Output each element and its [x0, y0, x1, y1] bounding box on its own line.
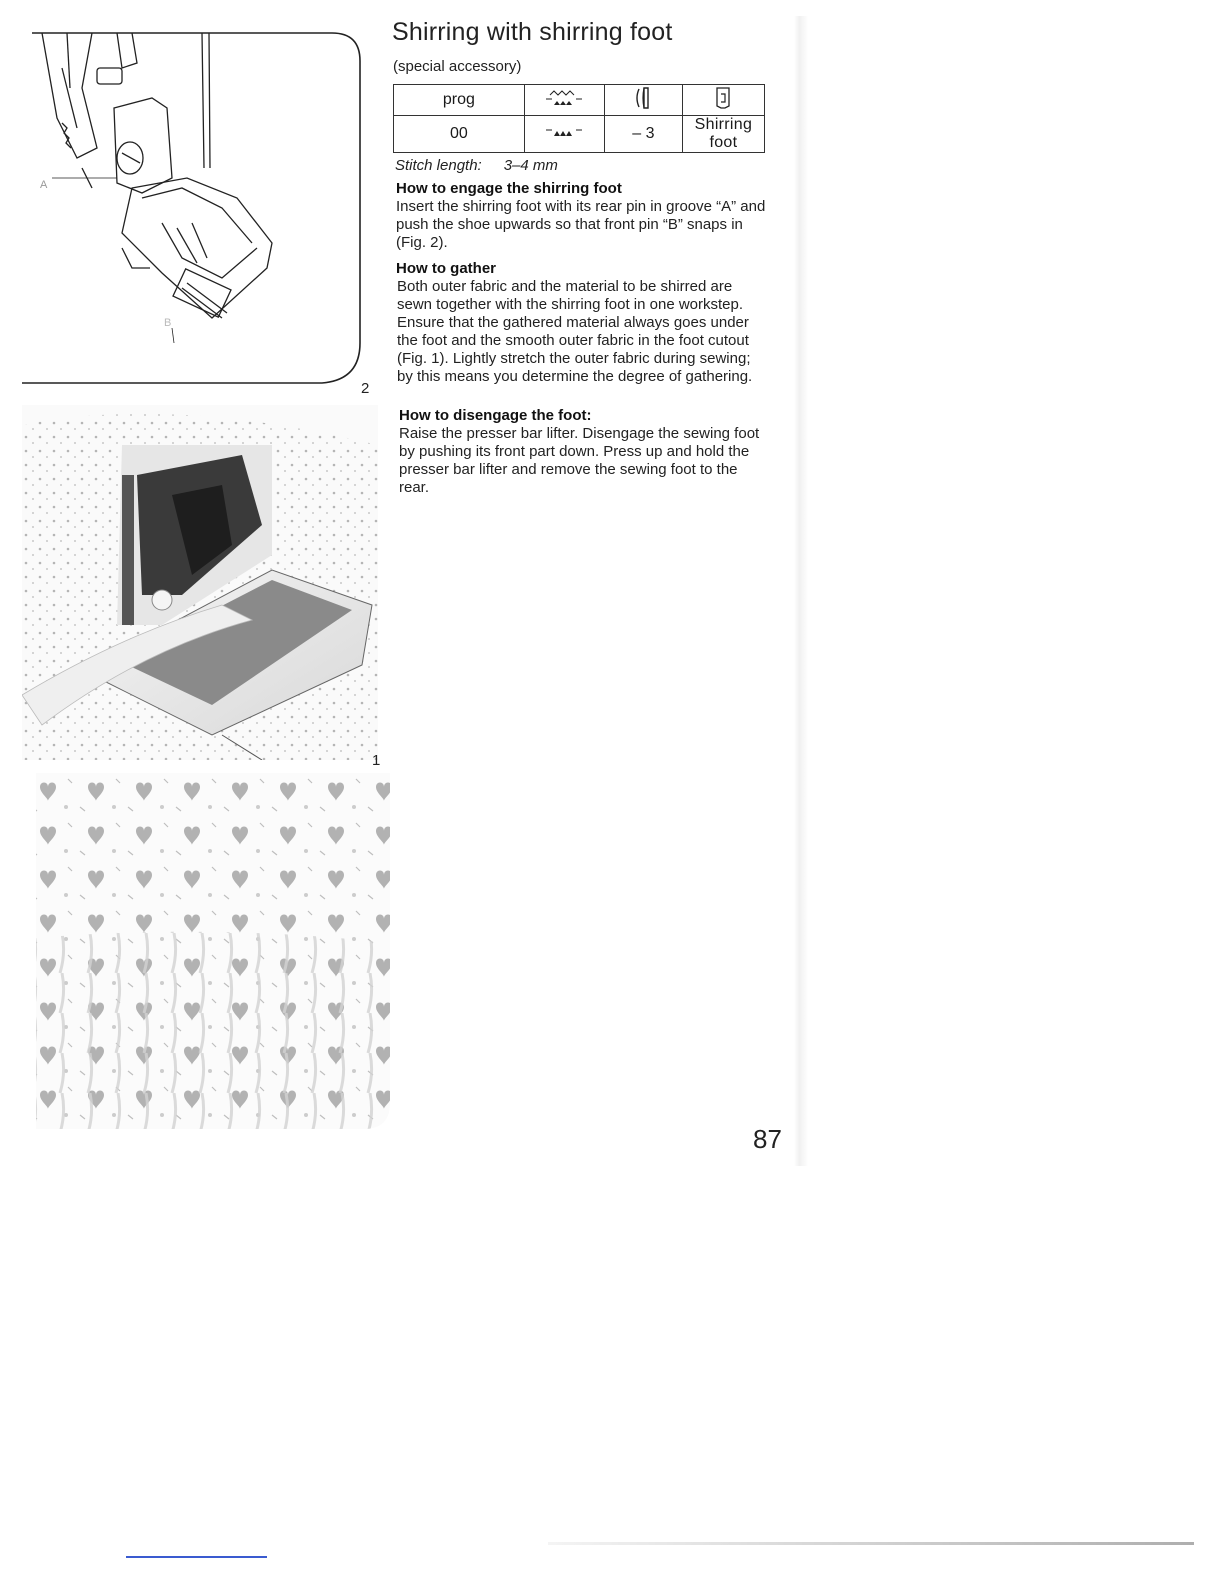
stitch-width-value-cell: – 3	[604, 116, 682, 153]
settings-table	[393, 84, 765, 153]
paragraph-disengage-foot: Raise the presser bar lifter. Disengage the sewing foot by pushing its front part down. Press up and hold the presser bar lifter and remove the sewing foot to the rear.	[399, 425, 760, 496]
pin-a-label: A	[40, 179, 48, 191]
scan-artifact-line	[548, 1542, 1194, 1545]
prog-header-cell: prog	[394, 85, 525, 116]
figure-2-shirring-foot-drawing	[22, 28, 372, 390]
paragraph-gather: Both outer fabric and the material to be shirred are sewn together with the shirring foot in one workstep. Ensure that the gathered material always goes under the foot and the smooth outer fabric in the foot cutout (Fig. 1). Lightly stretch the outer fabric during sewing; by this means you determine the degree of gathering.	[397, 278, 753, 385]
scan-edge-shadow	[794, 16, 808, 1166]
figure-1-sewing-photo	[22, 405, 378, 760]
foot-value-cell: Shirring foot	[682, 116, 764, 153]
gathered-fabric-photo	[28, 773, 390, 1129]
heading-engage-foot: How to engage the shirring foot	[396, 180, 622, 197]
paragraph-engage-foot: Insert the shirring foot with its rear pin in groove “A” and push the shoe upwards so that front pin “B” snaps in (Fig. 2).	[396, 198, 766, 251]
settings-value-row	[394, 116, 765, 153]
stitch-width-icon	[604, 85, 682, 116]
page-subtitle: (special accessory)	[393, 58, 522, 75]
presser-foot-icon	[682, 85, 764, 116]
stitch-length-label: Stitch length:	[395, 157, 482, 174]
page-number: 87	[753, 1124, 782, 1154]
straight-stitch-icon	[524, 116, 604, 153]
figure-2-label: 2	[361, 380, 370, 397]
stitch-pattern-icon	[524, 85, 604, 116]
figure-1-label: 1	[372, 752, 381, 769]
settings-header-row	[394, 85, 765, 116]
page-title: Shirring with shirring foot	[392, 18, 673, 46]
pin-b-label: B	[164, 317, 172, 329]
heading-gather: How to gather	[396, 260, 496, 277]
stitch-length-value: 3–4 mm	[503, 157, 558, 174]
heading-disengage-foot: How to disengage the foot:	[399, 407, 592, 424]
prog-value-cell: 00	[394, 116, 525, 153]
stitch-length-row	[395, 157, 558, 174]
scan-artifact-line	[126, 1556, 267, 1558]
